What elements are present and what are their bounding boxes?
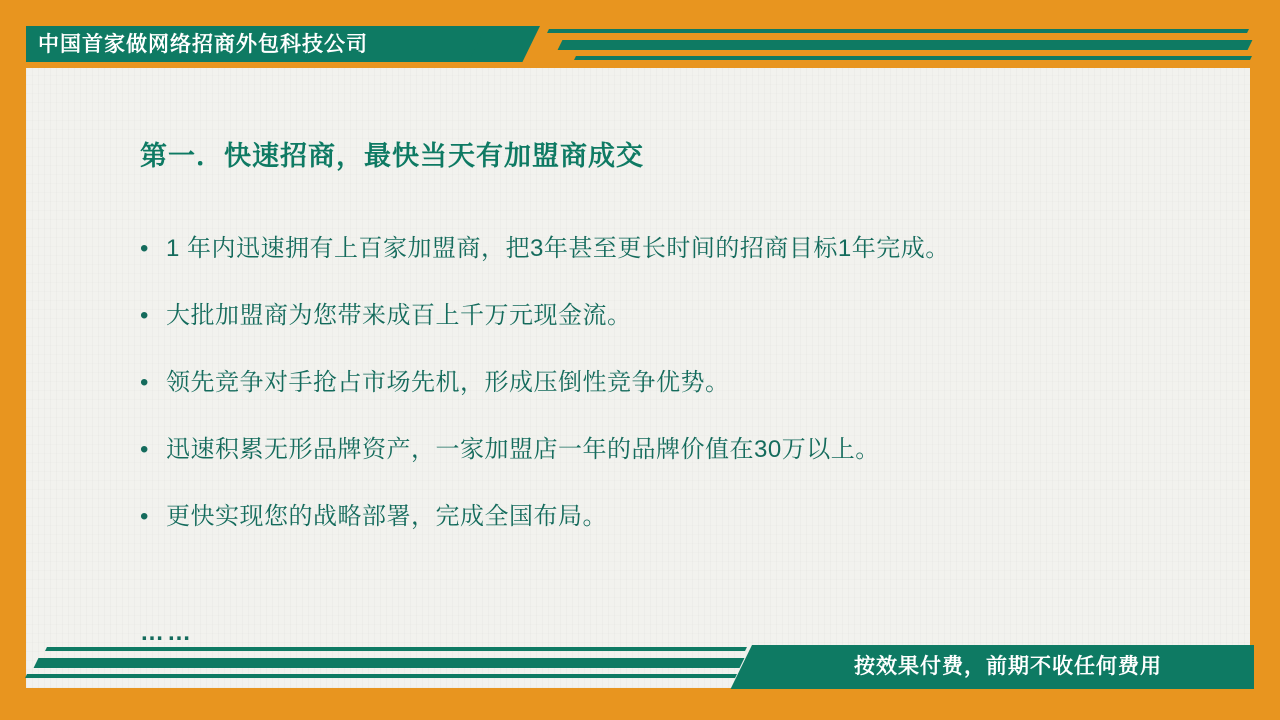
footer-slogan: 按效果付费，前期不收任何费用 [854, 655, 1162, 678]
list-item-label: 大批加盟商为您带来成百上千万元现金流。 [166, 302, 632, 329]
bottom-decor-line-1 [45, 647, 747, 651]
list-item [140, 232, 1210, 266]
top-decor-line-2 [558, 40, 1253, 50]
bullet-icon: • [140, 302, 149, 329]
bullet-icon: • [140, 436, 149, 463]
list-item-label: 领先竞争对手抢占市场先机，形成压倒性竞争优势。 [166, 369, 730, 396]
bottom-decor-line-3 [25, 674, 737, 678]
bullet-icon: • [140, 369, 149, 396]
list-item [140, 299, 1210, 333]
list-item [140, 500, 1210, 534]
list-item-label: 1 年内迅速拥有上百家加盟商，把3年甚至更长时间的招商目标1年完成。 [166, 235, 950, 262]
list-item [140, 433, 1210, 467]
header-title: 中国首家做网络招商外包科技公司 [38, 33, 368, 56]
continuation-ellipsis: …… [140, 619, 194, 646]
top-decor-line-1 [547, 29, 1249, 33]
list-item-label: 迅速积累无形品牌资产，一家加盟店一年的品牌价值在30万以上。 [166, 436, 880, 463]
bullet-list [140, 232, 1210, 567]
bullet-icon: • [140, 235, 149, 262]
section-heading: 第一．快速招商，最快当天有加盟商成交 [140, 141, 644, 171]
bottom-decor-line-2 [34, 658, 745, 668]
list-item [140, 366, 1210, 400]
list-item-label: 更快实现您的战略部署，完成全国布局。 [166, 503, 607, 530]
top-decor-line-3 [574, 56, 1252, 60]
bullet-icon: • [140, 503, 149, 530]
